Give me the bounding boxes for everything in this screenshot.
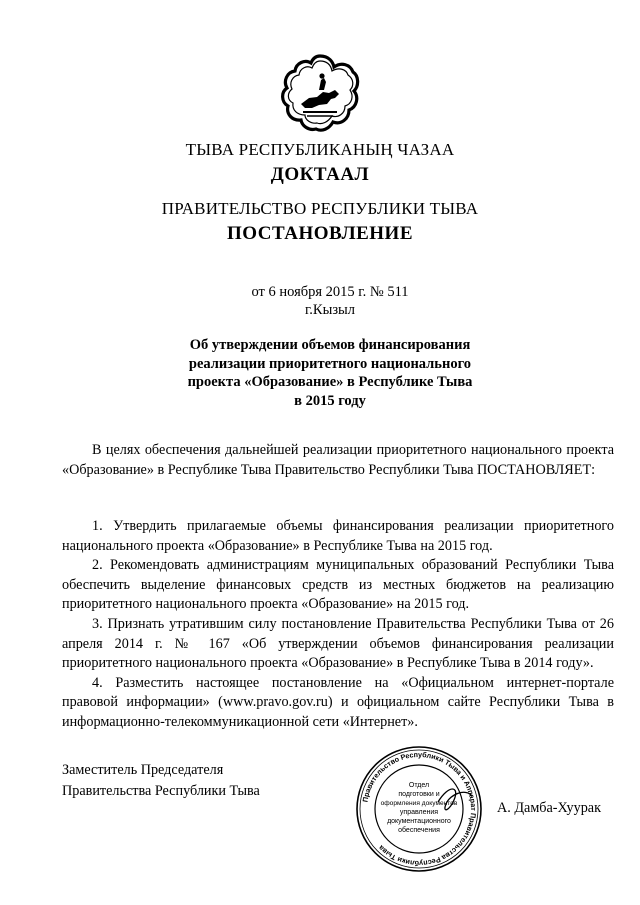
decree-item: 2. Рекомендовать администрациям муниципальных образований Республики Тыва обеспечить выделение финансовых средств из местных бюджетов на реализацию приоритетного национального проекта «Образование» на 2015 год. [62,557,614,613]
decree-city: г.Кызыл [304,302,356,318]
preamble-text: В целях обеспечения дальнейшей реализации приоритетного национального проекта «Образование» в Республике Тыва Правительство Республики Тыва ПОСТАНОВЛЯЕТ: [62,442,614,478]
stamp-line: подготовки и [398,791,440,798]
title-line: реализации приоритетного национального [188,355,472,372]
title-line: Об утверждении объемов финансирования [189,337,471,353]
header-republic-tuvan: ТЫВА РЕСПУБЛИКАНЫҢ ЧАЗАА [185,140,455,159]
stamp-line: оформления документов [380,800,458,807]
decree-item: 1. Утвердить прилагаемые объемы финансирования реализации приоритетного национального проекта «Образование» в Республике Тыва на 2015 год. [62,518,614,554]
official-stamp [354,744,484,874]
emblem-icon [279,52,361,134]
decree-item: 3. Признать утратившим силу постановление Правительства Республики Тыва от 26 апреля 2014 г. № 167 «Об утверждении объемов финансирования реализации приоритетного национального проекта «Образование» в Республике Тыва в 2014 году». [62,615,614,672]
signatory-name: А. Дамба-Хуурак [497,800,602,816]
header-republic-russian: ПРАВИТЕЛЬСТВО РЕСПУБЛИКИ ТЫВА [161,199,479,218]
title-line: в 2015 году [294,392,366,409]
decree-date-number: от 6 ноября 2015 г. № 511 [251,284,409,300]
decree-items [62,517,614,733]
preamble [62,441,614,480]
header-decree-russian: ПОСТАНОВЛЕНИЕ [226,223,414,244]
stamp-line: документационного [387,818,451,825]
stamp-line: Отдел [408,782,430,789]
stamp-line: обеспечения [398,827,440,834]
signatory-position [62,760,260,802]
decree-item: 4. Разместить настоящее постановление на «Официальном интернет-портале правовой информации» (www.pravo.gov.ru) и официальном сайте Республики Тыва в информационно-телекоммуникационной сети «Интернет». [62,674,614,730]
signatory-position-line: Правительства Республики Тыва [62,783,260,799]
stamp-line: управления [399,809,439,816]
document-title [10,336,640,410]
title-line: проекта «Образование» в Республике Тыва [187,374,473,390]
signatory-position-line: Заместитель Председателя [62,762,224,778]
header-decree-tuvan: ДОКТААЛ [270,164,370,185]
stamp-ring-text: Правительство Республики Тыва и Аппарат Правительства Республики Тыва [360,749,479,869]
